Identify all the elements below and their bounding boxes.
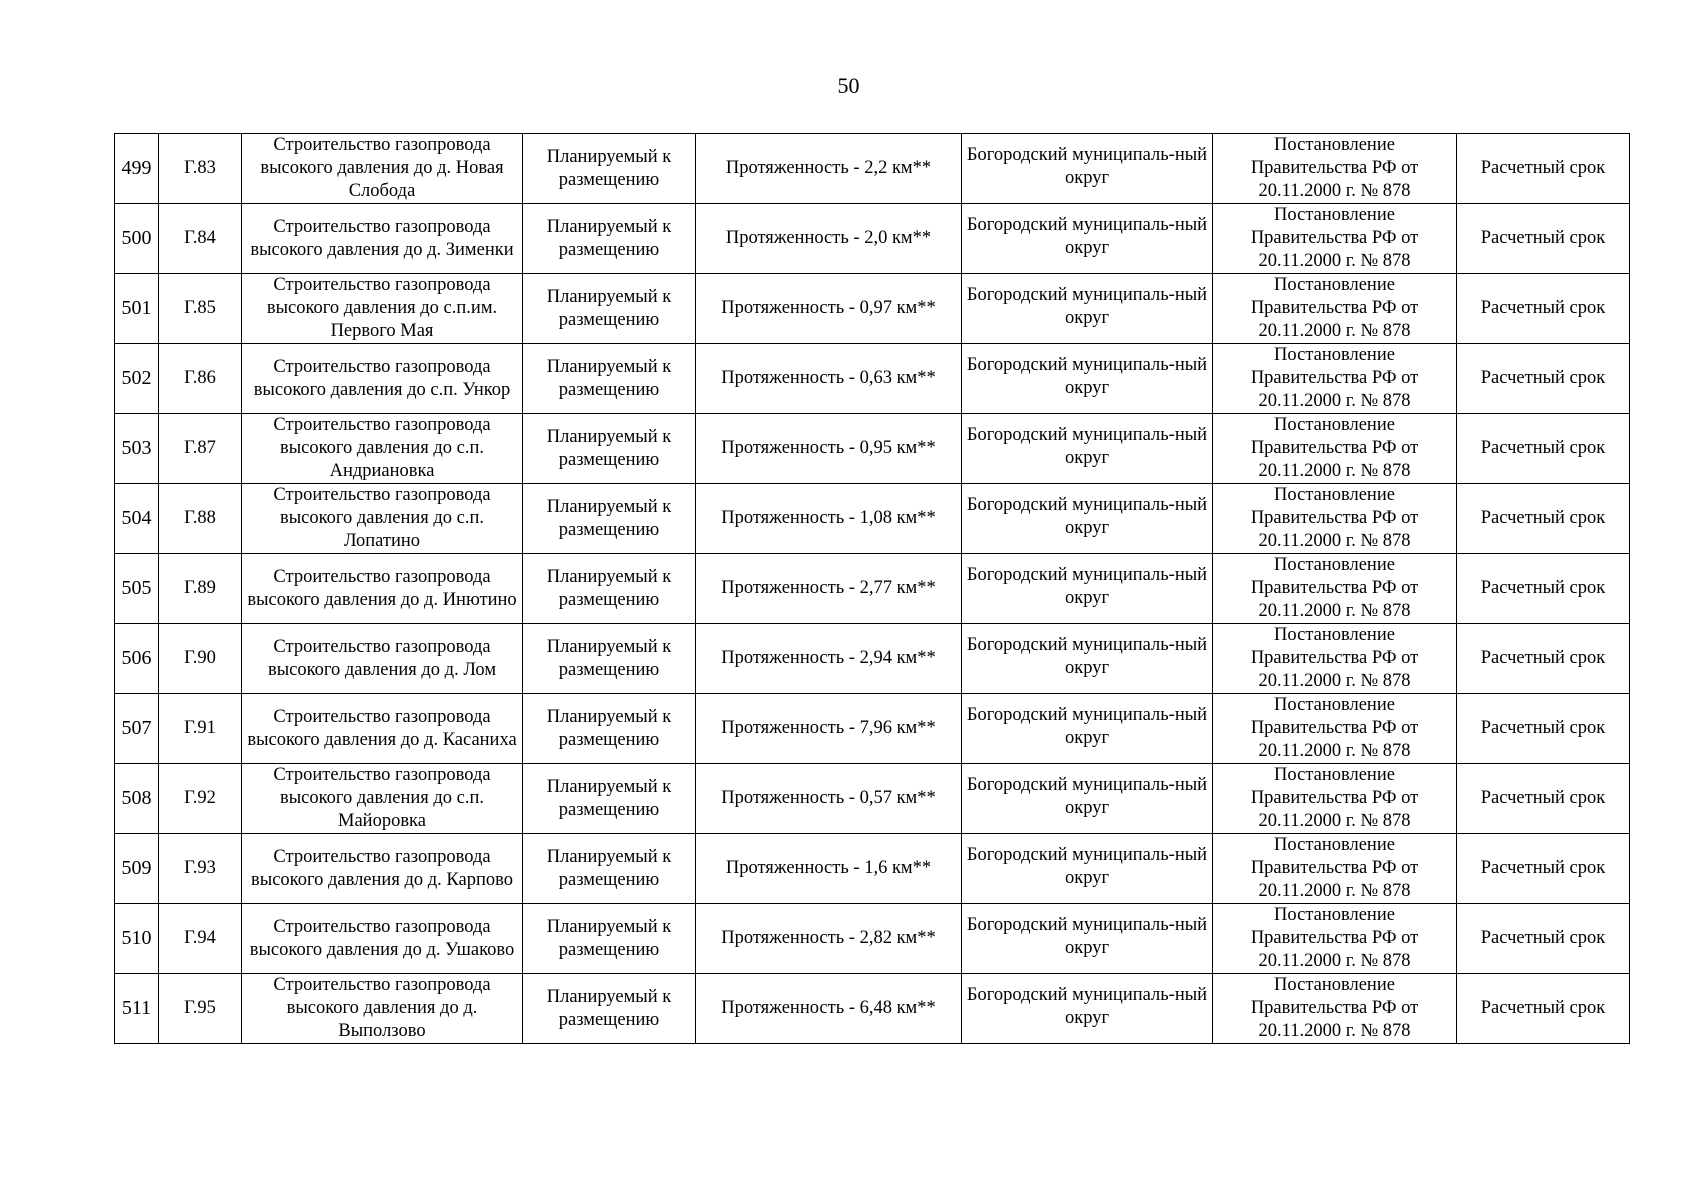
objects-table [114, 133, 1630, 1044]
object-characteristic-cell: Протяженность - 2,77 км** [696, 554, 962, 624]
object-code-cell: Г.93 [159, 834, 242, 904]
object-code-cell: Г.83 [159, 134, 242, 204]
district-cell: Богородский муниципаль-ный округ [962, 274, 1213, 344]
table-body [115, 134, 1630, 1044]
legal-basis-cell: Постановление Правительства РФ от 20.11.2000 г. № 878 [1213, 694, 1457, 764]
object-name-cell: Строительство газопровода высокого давления до с.п.им. Первого Мая [242, 274, 523, 344]
implementation-term-cell: Расчетный срок [1457, 554, 1630, 624]
object-code-cell: Г.84 [159, 204, 242, 274]
implementation-term-cell: Расчетный срок [1457, 834, 1630, 904]
implementation-term-cell: Расчетный срок [1457, 134, 1630, 204]
row-number-cell: 510 [115, 904, 159, 974]
district-cell: Богородский муниципаль-ный округ [962, 134, 1213, 204]
object-status-cell: Планируемый к размещению [523, 624, 696, 694]
object-status-cell: Планируемый к размещению [523, 834, 696, 904]
object-code-cell: Г.92 [159, 764, 242, 834]
table-row [115, 834, 1630, 904]
implementation-term-cell: Расчетный срок [1457, 764, 1630, 834]
object-status-cell: Планируемый к размещению [523, 904, 696, 974]
object-code-cell: Г.88 [159, 484, 242, 554]
object-characteristic-cell: Протяженность - 7,96 км** [696, 694, 962, 764]
legal-basis-cell: Постановление Правительства РФ от 20.11.2000 г. № 878 [1213, 834, 1457, 904]
object-characteristic-cell: Протяженность - 1,6 км** [696, 834, 962, 904]
object-status-cell: Планируемый к размещению [523, 764, 696, 834]
table-row [115, 554, 1630, 624]
object-characteristic-cell: Протяженность - 2,0 км** [696, 204, 962, 274]
row-number-cell: 511 [115, 974, 159, 1044]
district-cell: Богородский муниципаль-ный округ [962, 904, 1213, 974]
legal-basis-cell: Постановление Правительства РФ от 20.11.2000 г. № 878 [1213, 134, 1457, 204]
object-status-cell: Планируемый к размещению [523, 554, 696, 624]
object-name-cell: Строительство газопровода высокого давления до д. Новая Слобода [242, 134, 523, 204]
object-code-cell: Г.94 [159, 904, 242, 974]
object-name-cell: Строительство газопровода высокого давления до с.п. Андриановка [242, 414, 523, 484]
table-row [115, 134, 1630, 204]
object-code-cell: Г.95 [159, 974, 242, 1044]
table-row [115, 414, 1630, 484]
table-row [115, 344, 1630, 414]
object-characteristic-cell: Протяженность - 2,82 км** [696, 904, 962, 974]
object-name-cell: Строительство газопровода высокого давления до д. Касаниха [242, 694, 523, 764]
implementation-term-cell: Расчетный срок [1457, 414, 1630, 484]
legal-basis-cell: Постановление Правительства РФ от 20.11.2000 г. № 878 [1213, 484, 1457, 554]
object-name-cell: Строительство газопровода высокого давления до с.п. Майоровка [242, 764, 523, 834]
object-name-cell: Строительство газопровода высокого давления до д. Инютино [242, 554, 523, 624]
district-cell: Богородский муниципаль-ный округ [962, 974, 1213, 1044]
object-status-cell: Планируемый к размещению [523, 344, 696, 414]
implementation-term-cell: Расчетный срок [1457, 484, 1630, 554]
district-cell: Богородский муниципаль-ный округ [962, 694, 1213, 764]
table-row [115, 484, 1630, 554]
row-number-cell: 509 [115, 834, 159, 904]
object-characteristic-cell: Протяженность - 0,97 км** [696, 274, 962, 344]
district-cell: Богородский муниципаль-ный округ [962, 554, 1213, 624]
object-characteristic-cell: Протяженность - 6,48 км** [696, 974, 962, 1044]
district-cell: Богородский муниципаль-ный округ [962, 484, 1213, 554]
legal-basis-cell: Постановление Правительства РФ от 20.11.2000 г. № 878 [1213, 344, 1457, 414]
object-status-cell: Планируемый к размещению [523, 694, 696, 764]
table-row [115, 904, 1630, 974]
object-name-cell: Строительство газопровода высокого давления до д. Зименки [242, 204, 523, 274]
district-cell: Богородский муниципаль-ный округ [962, 204, 1213, 274]
row-number-cell: 499 [115, 134, 159, 204]
legal-basis-cell: Постановление Правительства РФ от 20.11.2000 г. № 878 [1213, 974, 1457, 1044]
object-code-cell: Г.89 [159, 554, 242, 624]
object-status-cell: Планируемый к размещению [523, 974, 696, 1044]
row-number-cell: 502 [115, 344, 159, 414]
district-cell: Богородский муниципаль-ный округ [962, 624, 1213, 694]
object-name-cell: Строительство газопровода высокого давления до с.п. Ункор [242, 344, 523, 414]
object-status-cell: Планируемый к размещению [523, 274, 696, 344]
row-number-cell: 507 [115, 694, 159, 764]
row-number-cell: 506 [115, 624, 159, 694]
object-status-cell: Планируемый к размещению [523, 204, 696, 274]
object-characteristic-cell: Протяженность - 2,94 км** [696, 624, 962, 694]
legal-basis-cell: Постановление Правительства РФ от 20.11.2000 г. № 878 [1213, 274, 1457, 344]
table-row [115, 624, 1630, 694]
table-row [115, 974, 1630, 1044]
object-status-cell: Планируемый к размещению [523, 484, 696, 554]
object-name-cell: Строительство газопровода высокого давления до д. Карпово [242, 834, 523, 904]
row-number-cell: 503 [115, 414, 159, 484]
implementation-term-cell: Расчетный срок [1457, 624, 1630, 694]
object-code-cell: Г.85 [159, 274, 242, 344]
object-characteristic-cell: Протяженность - 0,57 км** [696, 764, 962, 834]
object-characteristic-cell: Протяженность - 0,95 км** [696, 414, 962, 484]
object-name-cell: Строительство газопровода высокого давления до с.п. Лопатино [242, 484, 523, 554]
legal-basis-cell: Постановление Правительства РФ от 20.11.2000 г. № 878 [1213, 554, 1457, 624]
implementation-term-cell: Расчетный срок [1457, 204, 1630, 274]
row-number-cell: 500 [115, 204, 159, 274]
row-number-cell: 508 [115, 764, 159, 834]
object-code-cell: Г.86 [159, 344, 242, 414]
implementation-term-cell: Расчетный срок [1457, 904, 1630, 974]
object-name-cell: Строительство газопровода высокого давления до д. Ушаково [242, 904, 523, 974]
object-characteristic-cell: Протяженность - 2,2 км** [696, 134, 962, 204]
table-row [115, 204, 1630, 274]
legal-basis-cell: Постановление Правительства РФ от 20.11.2000 г. № 878 [1213, 904, 1457, 974]
object-code-cell: Г.90 [159, 624, 242, 694]
row-number-cell: 501 [115, 274, 159, 344]
row-number-cell: 505 [115, 554, 159, 624]
object-status-cell: Планируемый к размещению [523, 134, 696, 204]
district-cell: Богородский муниципаль-ный округ [962, 414, 1213, 484]
legal-basis-cell: Постановление Правительства РФ от 20.11.2000 г. № 878 [1213, 624, 1457, 694]
row-number-cell: 504 [115, 484, 159, 554]
object-code-cell: Г.91 [159, 694, 242, 764]
legal-basis-cell: Постановление Правительства РФ от 20.11.2000 г. № 878 [1213, 204, 1457, 274]
page-number: 50 [837, 73, 860, 98]
implementation-term-cell: Расчетный срок [1457, 694, 1630, 764]
implementation-term-cell: Расчетный срок [1457, 344, 1630, 414]
district-cell: Богородский муниципаль-ный округ [962, 764, 1213, 834]
object-name-cell: Строительство газопровода высокого давления до д. Выползово [242, 974, 523, 1044]
legal-basis-cell: Постановление Правительства РФ от 20.11.2000 г. № 878 [1213, 414, 1457, 484]
object-characteristic-cell: Протяженность - 1,08 км** [696, 484, 962, 554]
table-row [115, 274, 1630, 344]
implementation-term-cell: Расчетный срок [1457, 974, 1630, 1044]
legal-basis-cell: Постановление Правительства РФ от 20.11.2000 г. № 878 [1213, 764, 1457, 834]
object-code-cell: Г.87 [159, 414, 242, 484]
district-cell: Богородский муниципаль-ный округ [962, 344, 1213, 414]
implementation-term-cell: Расчетный срок [1457, 274, 1630, 344]
object-characteristic-cell: Протяженность - 0,63 км** [696, 344, 962, 414]
object-status-cell: Планируемый к размещению [523, 414, 696, 484]
table-row [115, 694, 1630, 764]
district-cell: Богородский муниципаль-ный округ [962, 834, 1213, 904]
object-name-cell: Строительство газопровода высокого давления до д. Лом [242, 624, 523, 694]
table-row [115, 764, 1630, 834]
